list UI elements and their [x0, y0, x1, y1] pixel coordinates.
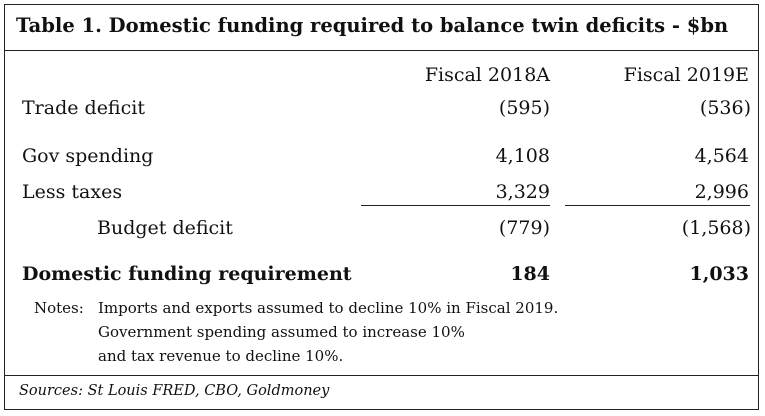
subtotal-underline-2018 [361, 205, 550, 206]
note-line-2: Government spending assumed to increase 10% [98, 323, 465, 341]
cell-domestic-funding-2018: 184 [510, 263, 550, 285]
title-divider [4, 50, 759, 51]
row-label-less-taxes: Less taxes [22, 181, 123, 203]
notes-label: Notes: [34, 299, 84, 317]
cell-budget-deficit-2018: (779) [498, 217, 550, 239]
cell-gov-spending-2018: 4,108 [495, 145, 550, 167]
sources-text: Sources: St Louis FRED, CBO, Goldmoney [19, 383, 330, 399]
table-title: Table 1. Domestic funding required to balance twin deficits - $bn [16, 14, 729, 37]
cell-budget-deficit-2019: (1,568) [681, 217, 751, 239]
cell-less-taxes-2018: 3,329 [495, 181, 550, 203]
row-label-gov-spending: Gov spending [22, 145, 154, 167]
cell-trade-deficit-2018: (595) [498, 97, 550, 119]
cell-trade-deficit-2019: (536) [699, 97, 751, 119]
column-header-2018: Fiscal 2018A [424, 64, 550, 86]
note-line-3: and tax revenue to decline 10%. [98, 347, 344, 365]
row-label-budget-deficit: Budget deficit [97, 217, 233, 239]
sources-divider [4, 375, 759, 376]
cell-less-taxes-2019: 2,996 [694, 181, 749, 203]
cell-gov-spending-2019: 4,564 [694, 145, 749, 167]
row-label-domestic-funding: Domestic funding requirement [22, 263, 352, 285]
row-label-trade-deficit: Trade deficit [22, 97, 145, 119]
note-line-1: Imports and exports assumed to decline 10% in Fiscal 2019. [98, 299, 559, 317]
cell-domestic-funding-2019: 1,033 [689, 263, 749, 285]
subtotal-underline-2019 [565, 205, 750, 206]
column-header-2019: Fiscal 2019E [623, 64, 749, 86]
